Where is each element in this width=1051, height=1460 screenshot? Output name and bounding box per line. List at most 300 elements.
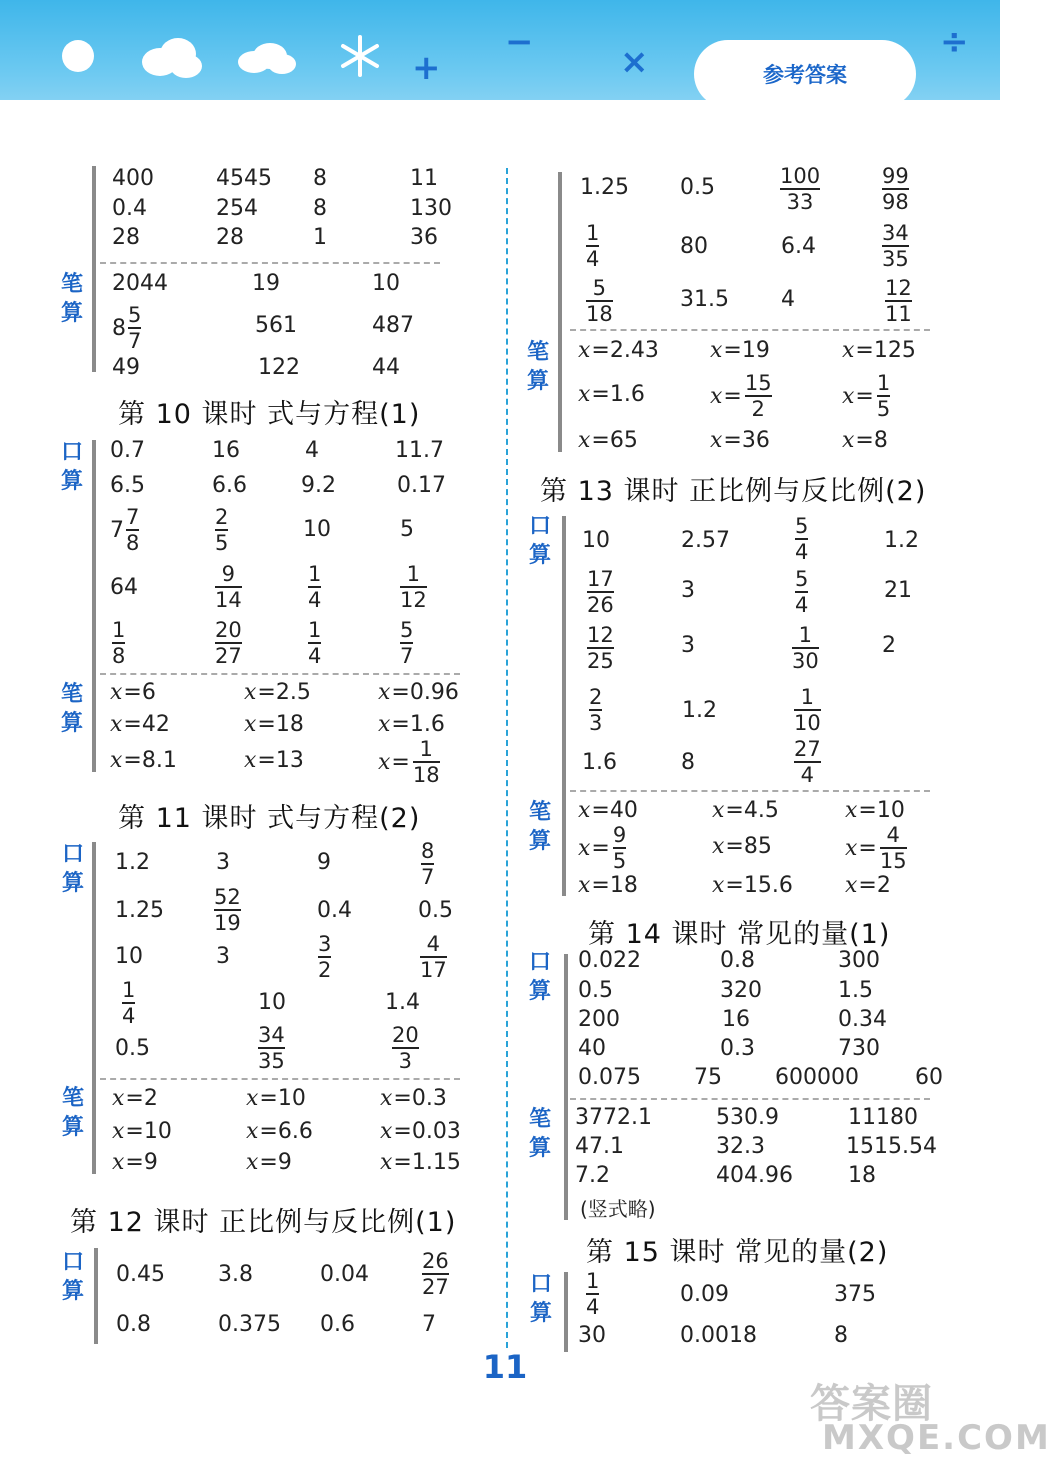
- answer: 44: [372, 355, 400, 380]
- numerator: 1: [112, 618, 126, 642]
- oral-label: 口算: [529, 1272, 552, 1326]
- value: 10: [277, 1086, 306, 1111]
- numerator: 26: [422, 1249, 449, 1273]
- answer: 300: [838, 948, 880, 973]
- answer: 10: [582, 528, 610, 553]
- note-omitted: (竖式略): [580, 1197, 656, 1221]
- denominator: 8: [126, 531, 140, 555]
- numerator: 5: [795, 567, 809, 591]
- equals: =: [393, 1119, 412, 1144]
- variable-x: x: [710, 428, 723, 453]
- variable-x: x: [244, 680, 257, 705]
- fraction: [586, 277, 613, 325]
- equals: =: [257, 680, 276, 705]
- fraction: [214, 886, 241, 934]
- numerator: 1: [308, 562, 322, 586]
- answer: 2044: [112, 271, 168, 296]
- answer: 32.3: [716, 1134, 765, 1159]
- answer: 0.5: [418, 898, 453, 923]
- denominator: 2: [751, 397, 765, 421]
- value: 40: [609, 798, 638, 823]
- equation-answer: [112, 1086, 158, 1111]
- equals: =: [259, 1150, 278, 1175]
- answer: 4: [781, 287, 795, 312]
- numerator: 99: [882, 164, 909, 188]
- equals: =: [257, 748, 276, 773]
- section-separator: [100, 1078, 460, 1080]
- answer: 47.1: [575, 1134, 624, 1159]
- numerator: 2: [589, 685, 603, 709]
- variable-x: x: [244, 712, 257, 737]
- denominator: 5: [612, 849, 627, 873]
- equation-answer: [845, 873, 891, 898]
- answer: 8: [681, 750, 695, 775]
- denominator: 4: [122, 1004, 136, 1028]
- value: 125: [873, 338, 916, 363]
- equals: =: [391, 749, 410, 775]
- answer: 75: [694, 1065, 722, 1090]
- fraction: [215, 619, 242, 667]
- answer: 30: [578, 1323, 606, 1348]
- section-separator: [570, 1098, 930, 1100]
- equation-answer: [712, 873, 793, 898]
- answer: 130: [410, 196, 452, 221]
- whole-part: 7: [110, 517, 124, 543]
- fraction: [780, 165, 820, 213]
- equals: =: [591, 873, 610, 898]
- value: 65: [609, 428, 638, 453]
- answer: 7: [422, 1312, 436, 1337]
- answer: 6.6: [212, 473, 247, 498]
- equation-answer: [378, 680, 459, 705]
- section-bar: [92, 440, 96, 772]
- equals: =: [257, 712, 276, 737]
- denominator: 17: [420, 958, 447, 982]
- answer: 8: [313, 166, 327, 191]
- equation-answer: [578, 798, 638, 823]
- variable-x: x: [845, 835, 858, 861]
- answer: 0.4: [317, 898, 352, 923]
- fraction: [400, 563, 427, 611]
- numerator: 1: [586, 221, 600, 245]
- fraction: [308, 619, 321, 667]
- answer: 254: [216, 196, 258, 221]
- answer: 0.4: [112, 196, 147, 221]
- fraction: [422, 1250, 449, 1298]
- numerator: 15: [744, 371, 772, 395]
- answer: 10: [372, 271, 400, 296]
- watermark-url: MXQE.COM: [822, 1418, 1051, 1458]
- answer: 0.0018: [680, 1323, 757, 1348]
- answer: 0.34: [838, 1007, 887, 1032]
- value: 85: [743, 834, 772, 859]
- fraction: [795, 515, 808, 563]
- numerator: 27: [794, 737, 821, 761]
- numerator: 1: [406, 562, 421, 586]
- header-banner: [0, 0, 1000, 130]
- denominator: 15: [879, 849, 907, 873]
- variable-x: x: [380, 1086, 393, 1111]
- equation-answer: [246, 1119, 313, 1144]
- equals: =: [723, 383, 742, 409]
- answer: 0.8: [720, 948, 755, 973]
- value: 1.15: [411, 1150, 461, 1175]
- numerator: 9: [612, 823, 627, 847]
- value: 19: [741, 338, 770, 363]
- value: 6: [141, 680, 156, 705]
- answer-key-badge: 参考答案: [694, 40, 916, 108]
- numerator: 1: [876, 371, 891, 395]
- numerator: 1: [308, 618, 322, 642]
- answer: 600000: [775, 1065, 859, 1090]
- section-bar: [564, 954, 568, 1220]
- equals: =: [725, 798, 744, 823]
- written-label: 笔算: [526, 340, 549, 394]
- fraction: [794, 738, 821, 786]
- answer: 3772.1: [575, 1105, 652, 1130]
- fraction: [258, 1024, 285, 1072]
- answer: 0.5: [680, 175, 715, 200]
- answer: 6.5: [110, 473, 145, 498]
- page-number: 11: [482, 1348, 528, 1386]
- equation-answer: [578, 873, 638, 898]
- fraction: [413, 738, 440, 786]
- variable-x: x: [842, 428, 855, 453]
- variable-x: x: [380, 1119, 393, 1144]
- equation-answer: [112, 1150, 158, 1175]
- answer: 28: [112, 225, 140, 250]
- variable-x: x: [712, 834, 725, 859]
- equals: =: [855, 338, 874, 363]
- oral-label: 口算: [528, 950, 551, 1004]
- denominator: 4: [795, 593, 809, 617]
- answer: 4: [305, 438, 319, 463]
- variable-x: x: [578, 798, 591, 823]
- equation-answer: [842, 372, 890, 420]
- denominator: 27: [215, 644, 242, 668]
- answer: 122: [258, 355, 300, 380]
- variable-x: x: [710, 338, 723, 363]
- equation-answer: [380, 1119, 461, 1144]
- oral-label: 口算: [61, 1250, 84, 1304]
- variable-x: x: [244, 748, 257, 773]
- value: 9: [143, 1150, 158, 1175]
- fraction: [794, 686, 821, 734]
- fraction: [589, 686, 602, 734]
- equation-answer: [378, 738, 440, 786]
- equals: =: [591, 798, 610, 823]
- answer: 2: [882, 633, 896, 658]
- answer: 1.2: [884, 528, 919, 553]
- equals: =: [723, 428, 742, 453]
- equals: =: [591, 338, 610, 363]
- value: 18: [275, 712, 304, 737]
- answer: 10: [258, 990, 286, 1015]
- variable-x: x: [112, 1150, 125, 1175]
- cloud-icon: [236, 40, 298, 76]
- answer: 11180: [848, 1105, 918, 1130]
- answer: 375: [834, 1282, 876, 1307]
- fraction: [400, 619, 413, 667]
- numerator: 9: [221, 562, 236, 586]
- answer: 0.6: [320, 1312, 355, 1337]
- answer: 1515.54: [846, 1134, 937, 1159]
- value: 2.5: [275, 680, 311, 705]
- answer: 0.04: [320, 1262, 369, 1287]
- lesson-title: 第 13 课时 正比例与反比例(2): [540, 476, 927, 507]
- value: 6.6: [277, 1119, 313, 1144]
- whole-part: 8: [112, 315, 126, 341]
- answer: 1.5: [838, 978, 873, 1003]
- answer: 3: [681, 578, 695, 603]
- section-bar: [558, 172, 562, 452]
- watermark-logo: 答案圈: [810, 1381, 933, 1427]
- variable-x: x: [380, 1150, 393, 1175]
- denominator: 4: [586, 1295, 600, 1319]
- denominator: 26: [587, 593, 614, 617]
- equation-answer: [710, 428, 770, 453]
- equation-answer: [578, 428, 638, 453]
- answer: 9.2: [301, 473, 336, 498]
- variable-x: x: [712, 873, 725, 898]
- equation-answer: [712, 798, 779, 823]
- answer: 1.6: [582, 750, 617, 775]
- answer: 3: [216, 944, 230, 969]
- equals: =: [391, 680, 410, 705]
- variable-x: x: [578, 835, 591, 861]
- cloud-icon: [138, 34, 204, 80]
- equals: =: [723, 338, 742, 363]
- equals: =: [855, 428, 874, 453]
- equation-answer: [845, 798, 905, 823]
- numerator: 5: [128, 303, 142, 327]
- denominator: 2: [318, 958, 332, 982]
- equation-answer: [380, 1150, 461, 1175]
- variable-x: x: [110, 712, 123, 737]
- variable-x: x: [710, 383, 723, 409]
- variable-x: x: [578, 428, 591, 453]
- denominator: 5: [215, 531, 229, 555]
- variable-x: x: [112, 1086, 125, 1111]
- section-bar: [564, 1272, 568, 1352]
- value: 1.6: [409, 712, 445, 737]
- numerator: 1: [798, 623, 813, 647]
- fraction: [586, 222, 599, 270]
- equation-answer: [246, 1086, 306, 1111]
- numerator: 20: [392, 1023, 419, 1047]
- answer: 3.8: [218, 1262, 253, 1287]
- denominator: 4: [586, 247, 600, 271]
- equation-answer: [110, 680, 156, 705]
- denominator: 5: [876, 397, 891, 421]
- variable-x: x: [712, 798, 725, 823]
- section-separator: [570, 790, 930, 792]
- variable-x: x: [112, 1119, 125, 1144]
- value: 4.5: [743, 798, 779, 823]
- numerator: 34: [882, 221, 909, 245]
- equation-answer: [578, 338, 659, 363]
- answer: 1.25: [580, 175, 629, 200]
- fraction: [586, 1270, 599, 1318]
- value: 2.43: [609, 338, 659, 363]
- fraction: [587, 624, 614, 672]
- denominator: 7: [400, 644, 414, 668]
- answer: 16: [212, 438, 240, 463]
- denominator: 12: [400, 588, 427, 612]
- answer: 1.25: [115, 898, 164, 923]
- numerator: 1: [800, 685, 815, 709]
- answer: 5: [400, 517, 414, 542]
- answer: 8: [313, 196, 327, 221]
- answer: 36: [410, 225, 438, 250]
- equation-answer: [110, 712, 170, 737]
- numerator: 3: [318, 932, 332, 956]
- value: 0.03: [411, 1119, 461, 1144]
- numerator: 5: [592, 276, 607, 300]
- value: 0.96: [409, 680, 459, 705]
- answer: 404.96: [716, 1163, 793, 1188]
- answer: 1: [313, 225, 327, 250]
- equals: =: [125, 1086, 144, 1111]
- section-separator: [100, 262, 440, 264]
- answer: 3: [216, 850, 230, 875]
- lesson-title: 第 12 课时 正比例与反比例(1): [70, 1207, 457, 1238]
- answer: 400: [112, 166, 154, 191]
- numerator: 4: [426, 932, 441, 956]
- equation-answer: [842, 338, 916, 363]
- numerator: 1: [122, 978, 136, 1002]
- answer: 730: [838, 1036, 880, 1061]
- numerator: 52: [214, 885, 241, 909]
- mixed-number: [110, 506, 139, 554]
- variable-x: x: [378, 680, 391, 705]
- fraction: [215, 506, 228, 554]
- denominator: 35: [882, 247, 909, 271]
- equation-answer: [244, 748, 304, 773]
- answer: 3: [681, 633, 695, 658]
- fraction: [215, 563, 242, 611]
- column-divider: [506, 168, 508, 1348]
- answer: 0.7: [110, 438, 145, 463]
- lesson-title: 第 11 课时 式与方程(2): [118, 803, 421, 834]
- plus-sign: +: [412, 48, 441, 88]
- value: 1.6: [609, 382, 645, 407]
- answer: 1.4: [385, 990, 420, 1015]
- value: 10: [876, 798, 905, 823]
- numerator: 1: [419, 737, 433, 761]
- variable-x: x: [842, 383, 855, 409]
- fraction: [877, 372, 890, 420]
- answer: 0.8: [116, 1312, 151, 1337]
- fraction: [112, 619, 125, 667]
- section-bar: [94, 1248, 98, 1344]
- value: 36: [741, 428, 770, 453]
- denominator: 7: [128, 329, 142, 353]
- fraction: [392, 1024, 419, 1072]
- equals: =: [725, 834, 744, 859]
- denominator: 30: [792, 649, 819, 673]
- answer: 10: [115, 944, 143, 969]
- equals: =: [591, 382, 610, 407]
- answer: 0.17: [397, 473, 446, 498]
- equation-answer: [110, 748, 177, 773]
- section-bar: [92, 842, 96, 1174]
- answer: 0.075: [578, 1065, 641, 1090]
- variable-x: x: [845, 798, 858, 823]
- numerator: 5: [795, 514, 809, 538]
- value: 2: [876, 873, 891, 898]
- lesson-title: 第 15 课时 常见的量(2): [586, 1237, 889, 1268]
- written-label: 笔算: [528, 800, 551, 854]
- variable-x: x: [578, 382, 591, 407]
- section-bar: [562, 516, 566, 896]
- equals: =: [725, 873, 744, 898]
- denominator: 18: [412, 763, 440, 787]
- answer: 320: [720, 978, 762, 1003]
- section-separator: [100, 673, 460, 675]
- written-label: 笔算: [528, 1107, 551, 1161]
- answer: 561: [255, 313, 297, 338]
- variable-x: x: [110, 680, 123, 705]
- answer: 11.7: [395, 438, 444, 463]
- equation-answer: [578, 382, 645, 407]
- equation-answer: [578, 824, 626, 872]
- denominator: 98: [882, 190, 909, 214]
- denominator: 25: [587, 649, 614, 673]
- variable-x: x: [842, 338, 855, 363]
- numerator: 1: [586, 1269, 600, 1293]
- minus-sign: −: [505, 22, 534, 62]
- answer: 530.9: [716, 1105, 779, 1130]
- equals: =: [855, 383, 874, 409]
- equation-answer: [845, 824, 907, 872]
- fraction: [880, 824, 907, 872]
- numerator: 20: [215, 618, 242, 642]
- variable-x: x: [246, 1086, 259, 1111]
- answer: 10: [303, 517, 331, 542]
- numerator: 5: [400, 618, 414, 642]
- answer: 0.09: [680, 1282, 729, 1307]
- fraction: [421, 840, 434, 888]
- value: 0.3: [411, 1086, 447, 1111]
- fraction: [318, 933, 331, 981]
- answer: 40: [578, 1036, 606, 1061]
- answer: 9: [317, 850, 331, 875]
- answer: 0.45: [116, 1262, 165, 1287]
- answer: 1.2: [682, 698, 717, 723]
- denominator: 19: [214, 911, 241, 935]
- answer: 19: [252, 271, 280, 296]
- equals: =: [391, 712, 410, 737]
- section-bar: [92, 166, 96, 372]
- denominator: 10: [794, 711, 821, 735]
- equation-answer: [246, 1150, 292, 1175]
- equals: =: [393, 1086, 412, 1111]
- lesson-title: 第 10 课时 式与方程(1): [118, 399, 421, 430]
- equals: =: [259, 1119, 278, 1144]
- fraction: [613, 824, 626, 872]
- numerator: 4: [886, 823, 900, 847]
- denominator: 14: [215, 588, 242, 612]
- equals: =: [125, 1119, 144, 1144]
- equals: =: [259, 1086, 278, 1111]
- variable-x: x: [246, 1119, 259, 1144]
- answer: 200: [578, 1007, 620, 1032]
- fraction: [308, 563, 321, 611]
- variable-x: x: [378, 712, 391, 737]
- equation-answer: [380, 1086, 447, 1111]
- equals: =: [591, 428, 610, 453]
